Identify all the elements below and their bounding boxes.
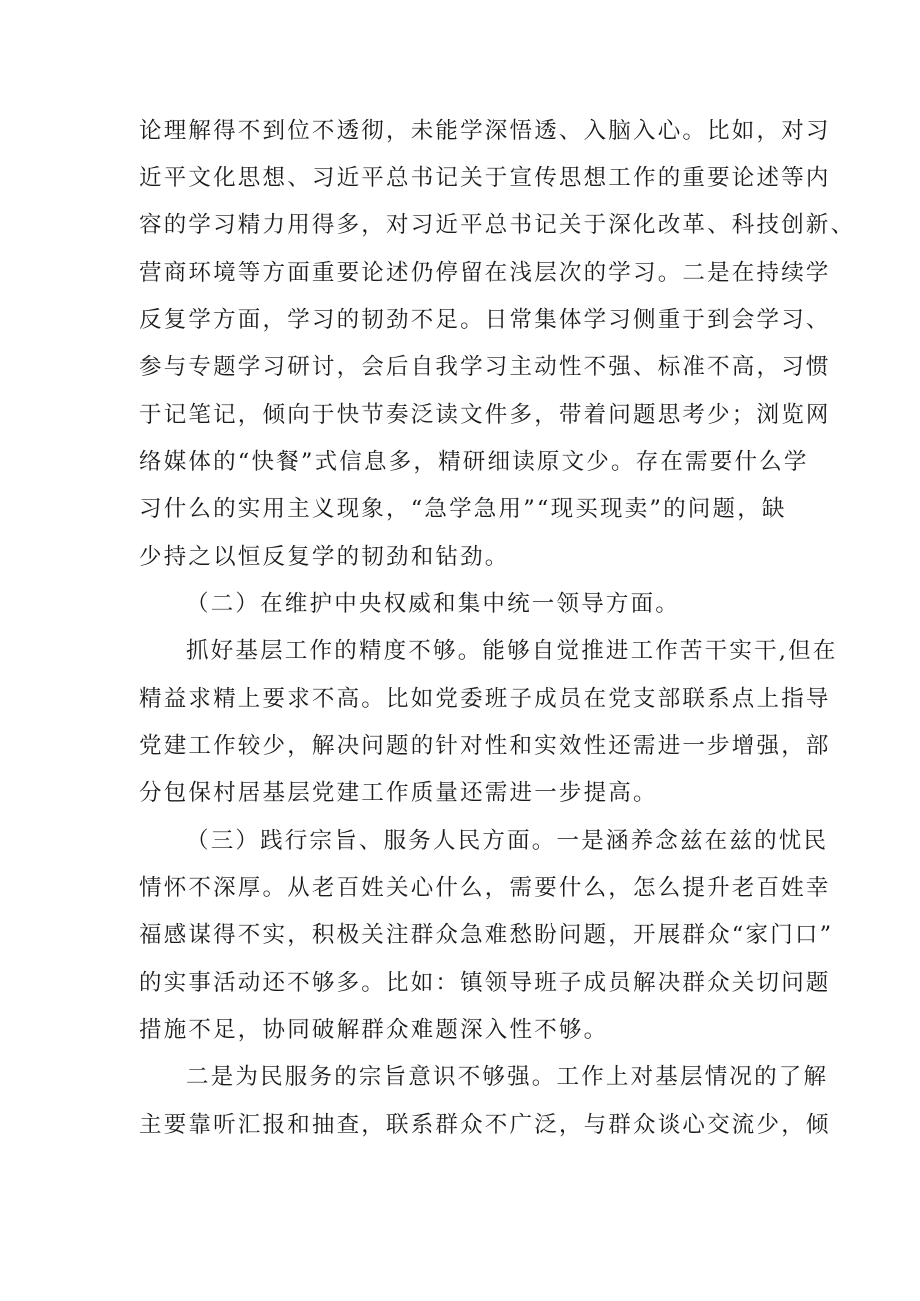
text-line: 抓好基层工作的精度不够。能够自觉推进工作苦干实干,但在 [186, 638, 838, 664]
text-line: 措施不足，协同破解群众难题深入性不够。 [139, 1017, 609, 1043]
text-line: 近平文化思想、习近平总书记关于宣传思想工作的重要论述等内 [139, 165, 831, 191]
section-heading: （二）在维护中央权威和集中统一领导方面。 [186, 591, 681, 617]
text-line: 论理解得不到位不透彻，未能学深悟透、入脑入心。比如，对习 [139, 118, 831, 144]
text-line: 精益求精上要求不高。比如党委班子成员在党支部联系点上指导 [139, 686, 831, 712]
text-line: 习什么的实用主义现象，“急学急用”“现买现卖”的问题，缺 [139, 496, 787, 522]
section-heading: （三）践行宗旨、服务人民方面。一是涵养念兹在兹的忧民 [186, 828, 829, 854]
text-line: 少持之以恒反复学的韧劲和钻劲。 [139, 544, 510, 570]
text-line: 的实事活动还不够多。比如：镇领导班子成员解决群众关切问题 [139, 970, 831, 996]
text-line: 情怀不深厚。从老百姓关心什么，需要什么，怎么提升老百姓幸 [139, 875, 831, 901]
text-line: 容的学习精力用得多，对习近平总书记关于深化改革、科技创新、 [139, 212, 856, 238]
text-line: 党建工作较少，解决问题的针对性和实效性还需进一步增强，部 [139, 733, 831, 759]
text-line: 反复学方面，学习的韧劲不足。日常集体学习侧重于到会学习、 [139, 307, 831, 333]
text-line: 主要靠听汇报和抽查，联系群众不广泛，与群众谈心交流少，倾 [139, 1112, 831, 1138]
text-line: 参与专题学习研讨，会后自我学习主动性不强、标准不高，习惯 [139, 354, 831, 380]
text-line: 分包保村居基层党建工作质量还需进一步提高。 [139, 780, 658, 806]
text-line: 福感谋得不实，积极关注群众急难愁盼问题，开展群众“家门口” [139, 922, 834, 948]
text-line: 络媒体的“快餐”式信息多，精研细读原文少。存在需要什么学 [139, 449, 809, 475]
text-line: 二是为民服务的宗旨意识不够强。工作上对基层情况的了解 [186, 1064, 829, 1090]
text-line: 营商环境等方面重要论述仍停留在浅层次的学习。二是在持续学 [139, 260, 831, 286]
text-line: 于记笔记，倾向于快节奏泛读文件多，带着问题思考少；浏览网 [139, 402, 831, 428]
